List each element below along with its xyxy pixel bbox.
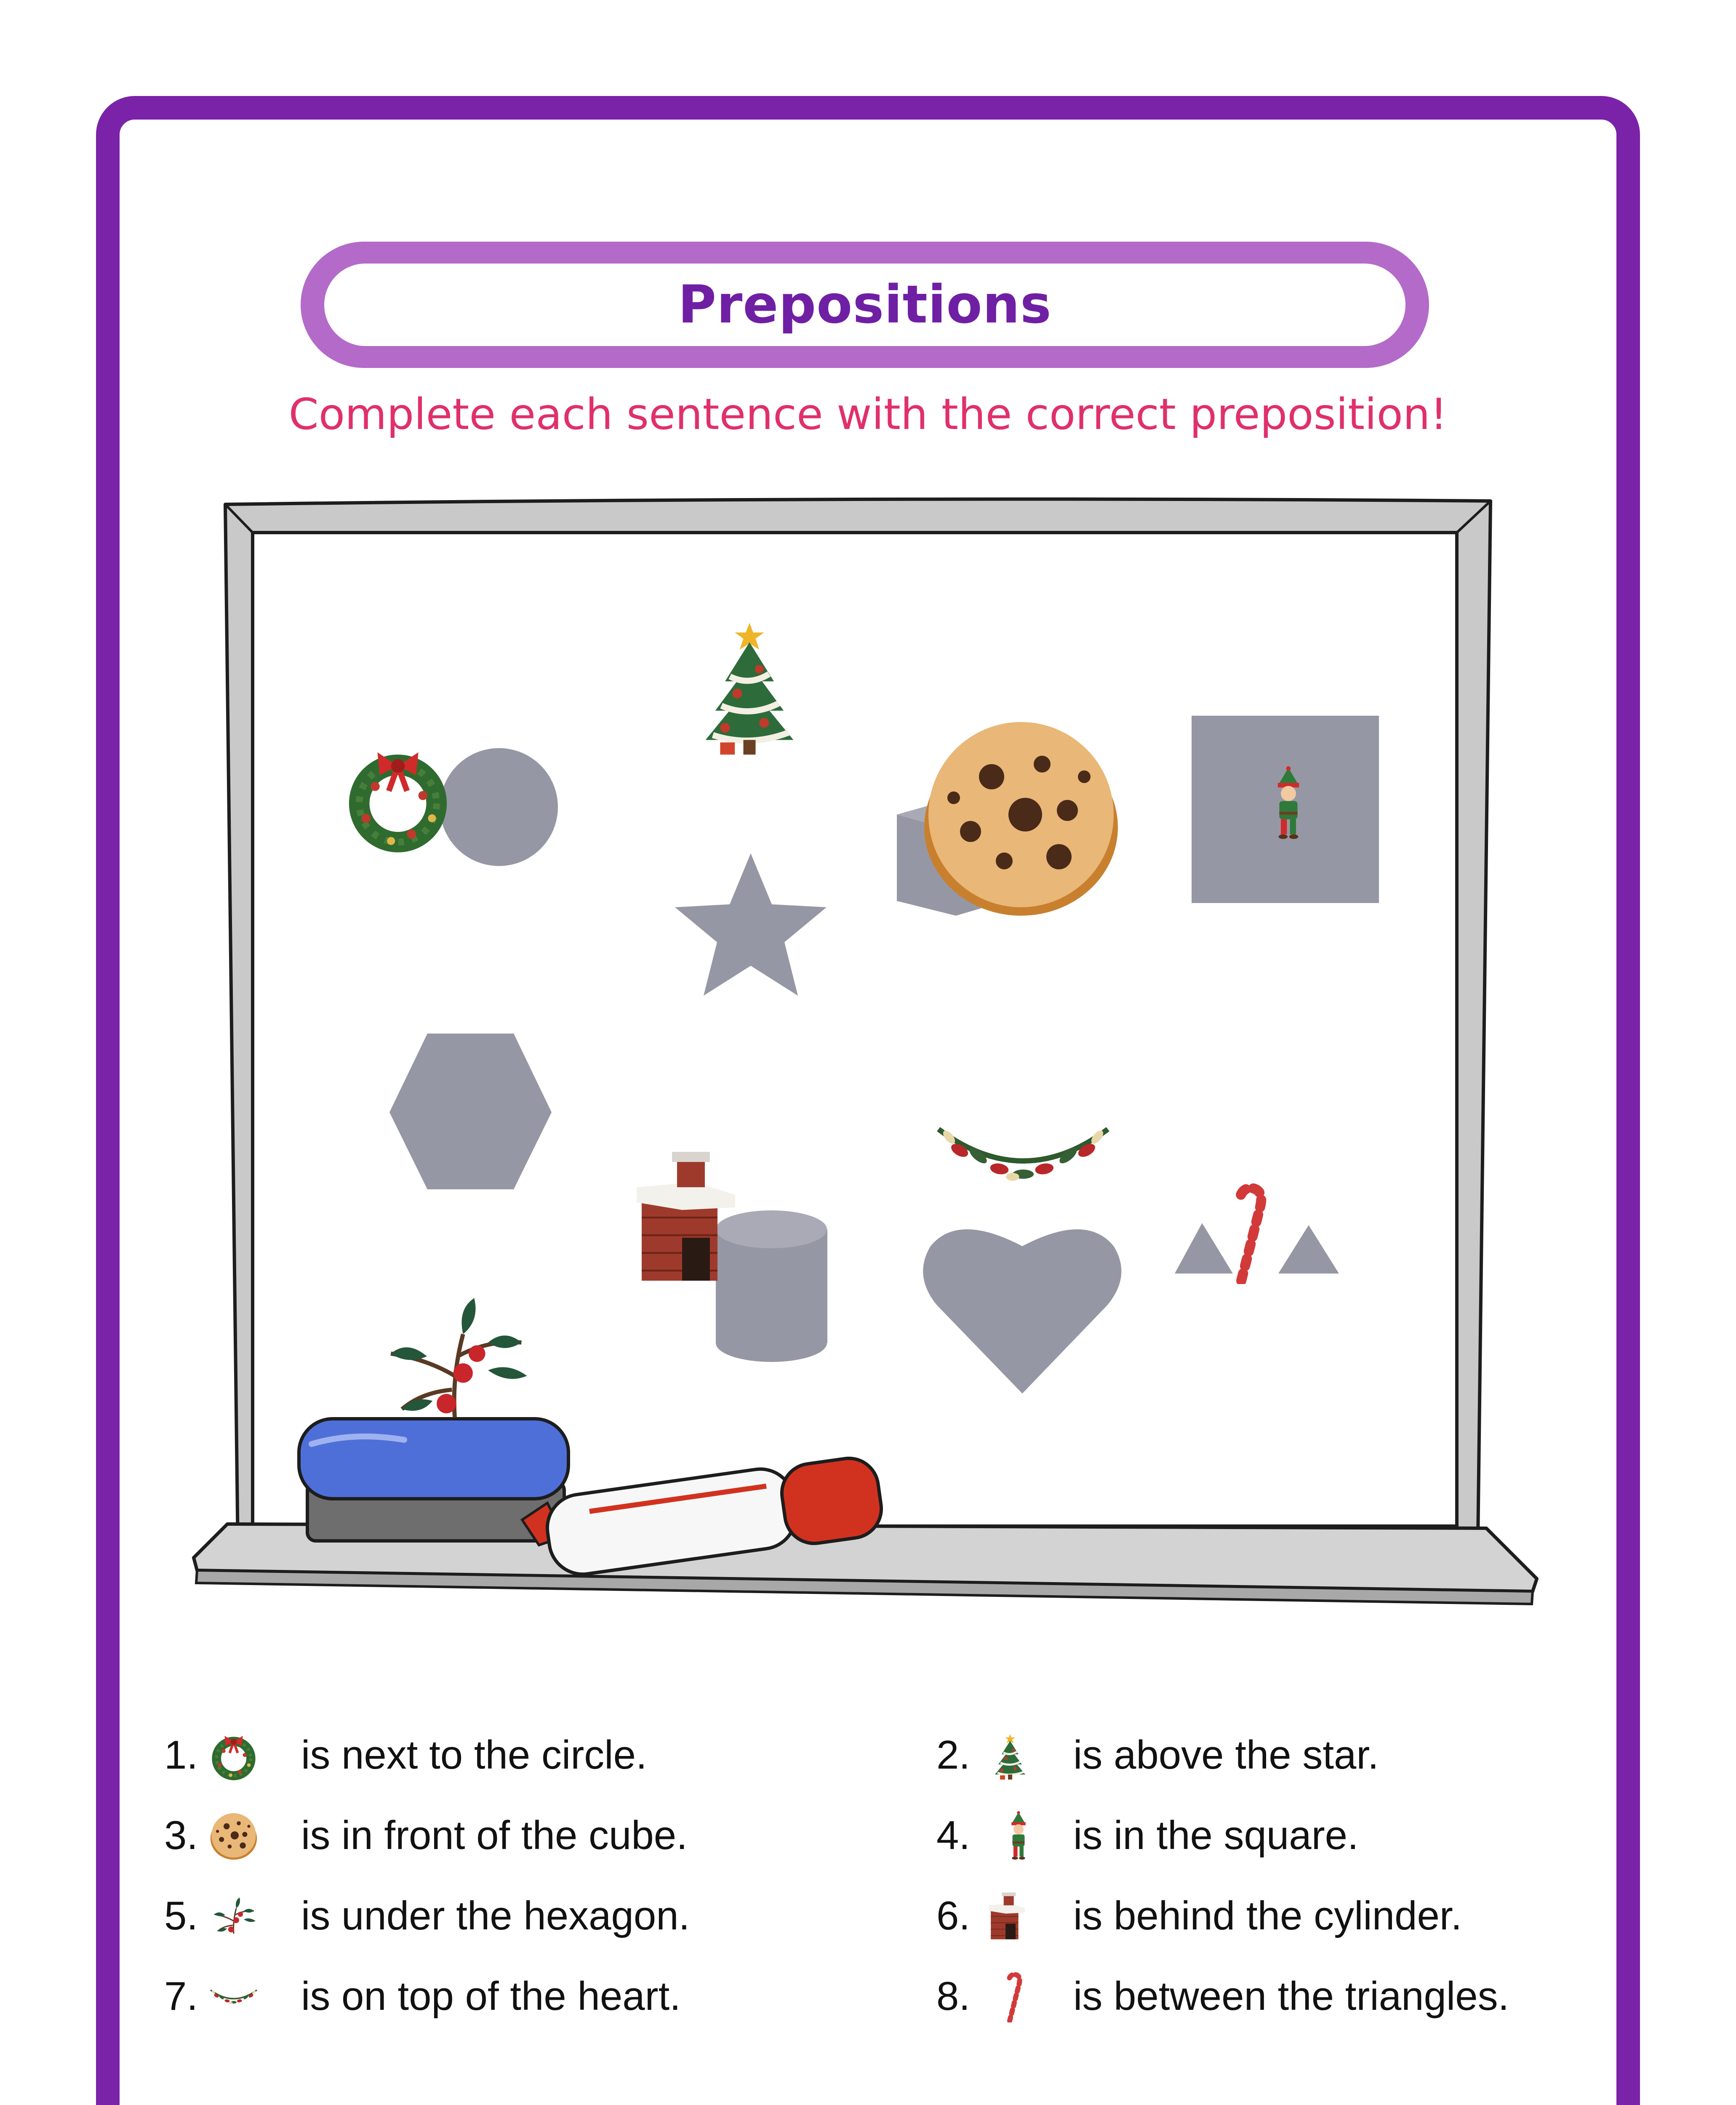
board-frame [225,499,1491,1550]
title-banner [301,242,1429,368]
exercise-number: 8. [936,1974,971,2019]
exercise-text: is next to the circle. [301,1732,647,1777]
exercise-text: is behind the cylinder. [1073,1893,1462,1938]
exercise-text: is in front of the cube. [301,1813,688,1858]
exercise-number: 3. [164,1813,198,1858]
instructions: Complete each sentence with the correct preposition! [288,389,1448,440]
whiteboard-illustration [185,493,1549,1617]
title-banner-inner [324,264,1405,346]
garland-icon [208,1972,259,2022]
cookie-icon [208,1811,259,1862]
chimney-icon [985,1892,1035,1942]
page-title: Prepositions [678,274,1052,335]
exercise-number: 1. [164,1732,198,1777]
elf-icon [993,1811,1044,1862]
exercise-text: is on top of the heart. [301,1974,681,2019]
exercise-number: 6. [936,1893,971,1938]
exercise-text: is in the square. [1073,1813,1359,1858]
exercise-text: is between the triangles. [1073,1974,1509,2019]
exercise-text: is above the star. [1073,1732,1379,1777]
holly-icon [208,1892,259,1942]
exercise-number: 7. [164,1974,198,2019]
exercise-number: 2. [936,1732,971,1777]
exercise-number: 5. [164,1893,198,1938]
shape-circle [440,748,558,866]
christmas-tree-icon [985,1731,1035,1781]
exercise-number: 4. [936,1813,971,1858]
shape-cylinder [716,1210,827,1362]
wreath-icon [208,1731,259,1781]
exercise-text: is under the hexagon. [301,1893,690,1938]
candy-cane-icon [991,1972,1042,2022]
